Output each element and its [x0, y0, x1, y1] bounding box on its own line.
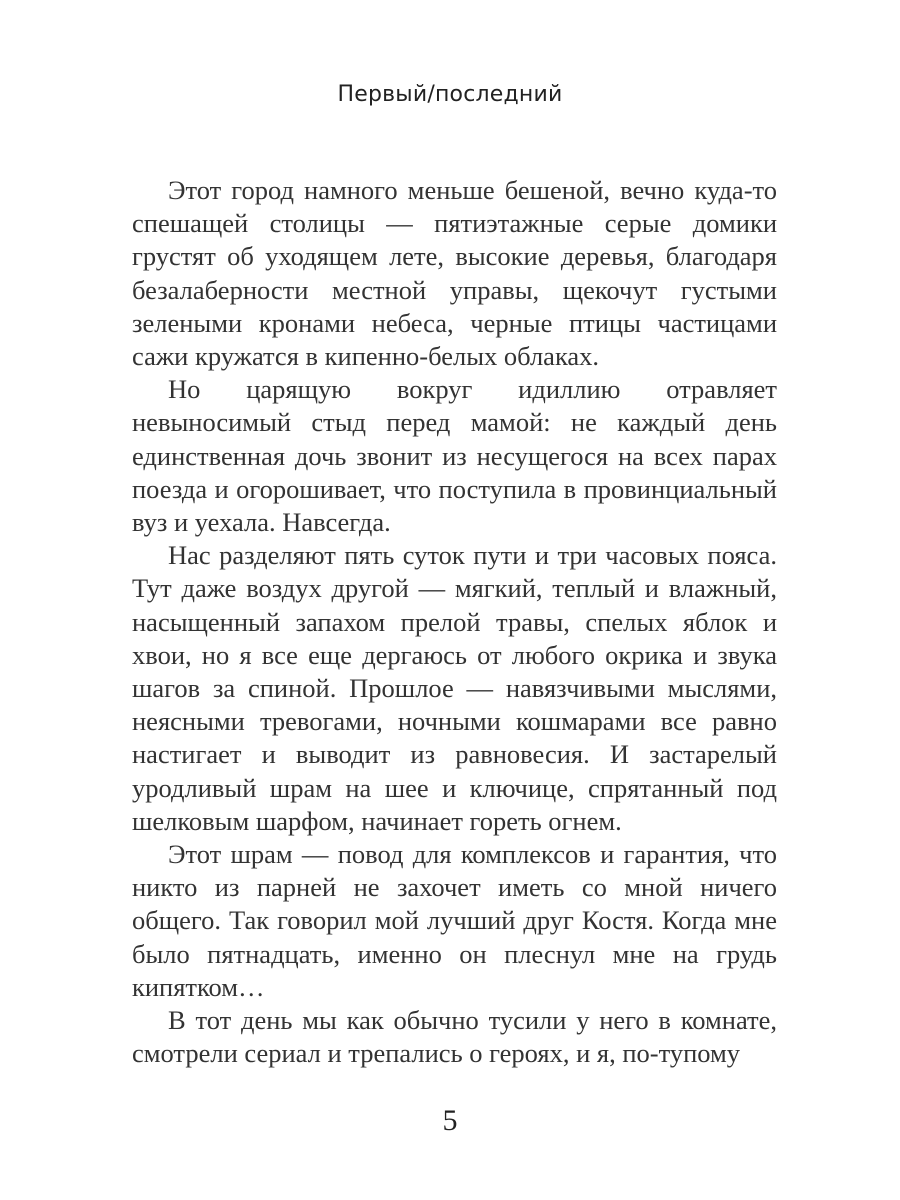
running-head: Первый/последний — [337, 82, 563, 107]
paragraph: Нас разделяют пять суток пути и три часовых пояса. Тут даже воздух другой — мягкий, теплый и влажный, насыщенный запахом прелой травы, спелых яблок и хвои, но я все еще дергаюсь от любого окрика и звука шагов за спиной. Прошлое — навязчивыми мыслями, неясными тревогами, ночными кошмарами все равно настигает и выводит из равновесия. И застарелый уродливый шрам на шее и ключице, спрятанный под шелковым шарфом, начинает гореть огнем. — [132, 540, 777, 836]
paragraph: Этот город намного меньше бешеной, вечно куда-то спешащей столицы — пятиэтажные серые домики грустят об уходящем лете, высокие деревья, благодаря безалаберности местной управы, щекочут густыми зелеными кронами небеса, черные птицы частицами сажи кружатся в кипенно-белых облаках. — [132, 175, 777, 372]
paragraph: В тот день мы как обычно тусили у него в комнате, смотрели сериал и трепались о героях, и я, по-тупому — [132, 1005, 777, 1069]
page-number: 5 — [442, 1104, 458, 1137]
paragraph: Но царящую вокруг идиллию отравляет невыносимый стыд перед мамой: не каждый день единственная дочь звонит из несущегося на всех парах поезда и огорошивает, что поступила в провинциальный вуз и уехала. Навсегда. — [132, 374, 777, 538]
paragraph: Этот шрам — повод для комплексов и гарантия, что никто из парней не захочет иметь со мной ничего общего. Так говорил мой лучший друг Костя. Когда мне было пятнадцать, именно он плеснул мне на грудь кипятком… — [132, 839, 777, 1002]
body-text — [132, 174, 777, 1070]
